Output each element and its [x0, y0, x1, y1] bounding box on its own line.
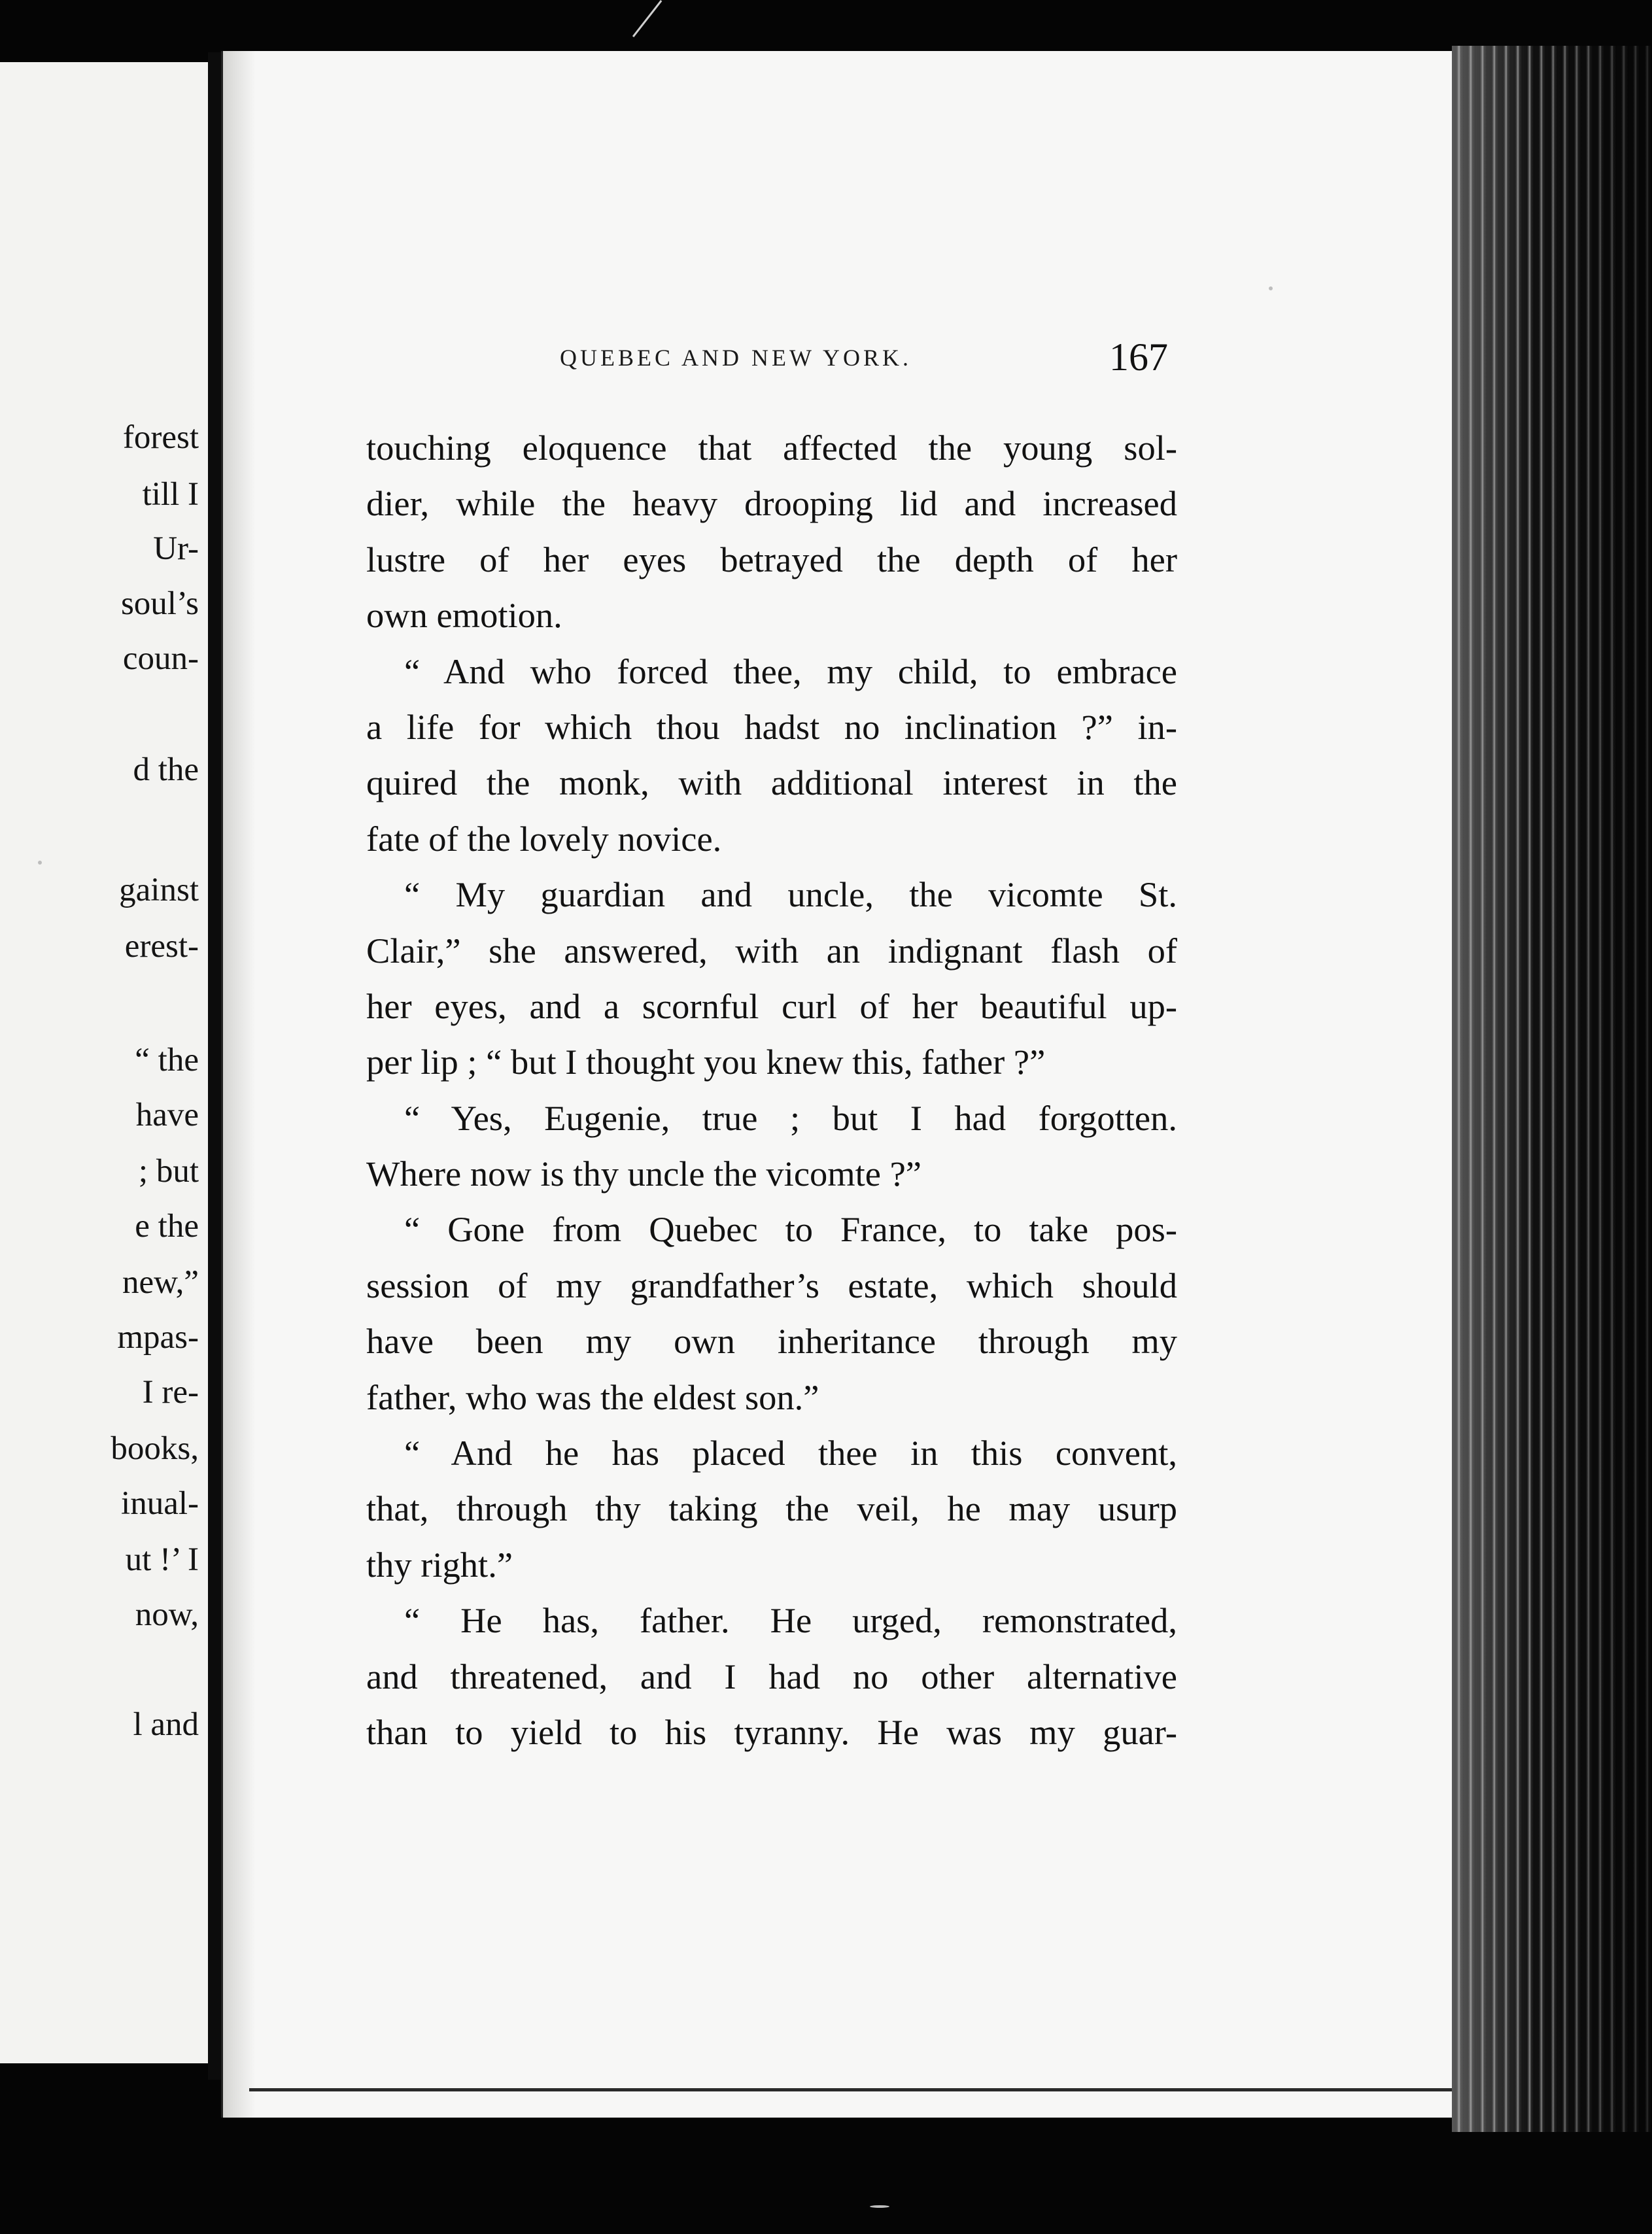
page-edge-shading [1452, 46, 1652, 2132]
text-line: own emotion. [366, 595, 562, 636]
left-page-line: coun- [122, 640, 199, 677]
left-page-line: I re- [142, 1374, 199, 1411]
left-page-line: till I [142, 476, 199, 513]
text-line: Clair,” she answered, with an indignant flash of [366, 930, 1177, 971]
left-page-line: Ur- [153, 530, 199, 567]
scan-scratch [632, 0, 662, 37]
running-head: QUEBEC AND NEW YORK. [560, 345, 912, 371]
left-page-line: forest [122, 419, 199, 456]
text-line: per lip ; “ but I thought you knew this, father ?” [366, 1042, 1046, 1082]
left-page-line: have [135, 1097, 199, 1133]
text-line: “ He has, father. He urged, remonstrated, [404, 1600, 1177, 1641]
left-page-line: mpas- [117, 1319, 199, 1356]
text-line: “ Yes, Eugenie, true ; but I had forgotten. [404, 1097, 1177, 1138]
text-line: a life for which thou hadst no inclination ?” in- [366, 706, 1177, 747]
scan-speck [1269, 286, 1273, 290]
text-line: than to yield to his tyranny. He was my guar- [366, 1711, 1177, 1752]
text-line: “ And who forced thee, my child, to embrace [404, 651, 1177, 691]
left-page-line: l and [133, 1706, 199, 1743]
page-header [560, 335, 1168, 381]
text-line: thy right.” [366, 1544, 513, 1585]
text-line: and threatened, and I had no other alternative [366, 1656, 1177, 1696]
text-line: “ And he has placed thee in this convent, [404, 1433, 1177, 1473]
page-bottom-edge [249, 2088, 1453, 2091]
text-line: session of my grandfather’s estate, which should [366, 1265, 1177, 1305]
left-page-line: erest- [124, 928, 199, 965]
left-page-fragment [0, 62, 211, 2063]
left-page-line: now, [135, 1596, 199, 1633]
scan-speck [870, 2205, 889, 2208]
left-page-line: e the [135, 1208, 199, 1245]
text-line: lustre of her eyes betrayed the depth of her [366, 539, 1177, 579]
text-line: quired the monk, with additional interest in the [366, 763, 1177, 803]
text-line: father, who was the eldest son.” [366, 1377, 819, 1417]
left-page-line: soul’s [120, 585, 199, 622]
left-page-line: ut !’ I [125, 1541, 199, 1578]
gutter-shadow [223, 51, 256, 2118]
text-line: fate of the lovely novice. [366, 818, 722, 859]
left-page-line: gainst [119, 872, 199, 908]
text-line: that, through thy taking the veil, he may usurp [366, 1488, 1177, 1529]
text-line: her eyes, and a scornful curl of her beautiful up- [366, 986, 1177, 1026]
left-page-line: ; but [138, 1153, 199, 1190]
text-line: dier, while the heavy drooping lid and increased [366, 483, 1177, 524]
left-page-line: books, [111, 1430, 199, 1467]
scan-speck [38, 861, 42, 865]
left-page-line: d the [133, 751, 199, 788]
text-line: have been my own inheritance through my [366, 1321, 1177, 1362]
text-line: touching eloquence that affected the young sol- [366, 428, 1177, 468]
left-page-line: new,” [122, 1264, 199, 1301]
left-page-line: “ the [135, 1042, 199, 1078]
page-number: 167 [1109, 335, 1168, 379]
text-line: “ Gone from Quebec to France, to take pos- [404, 1209, 1177, 1250]
text-line: Where now is thy uncle the vicomte ?” [366, 1154, 921, 1194]
body-text [366, 420, 1177, 1760]
text-line: “ My guardian and uncle, the vicomte St. [404, 874, 1177, 915]
book-gutter [208, 52, 221, 2080]
left-page-line: inual- [121, 1485, 199, 1522]
